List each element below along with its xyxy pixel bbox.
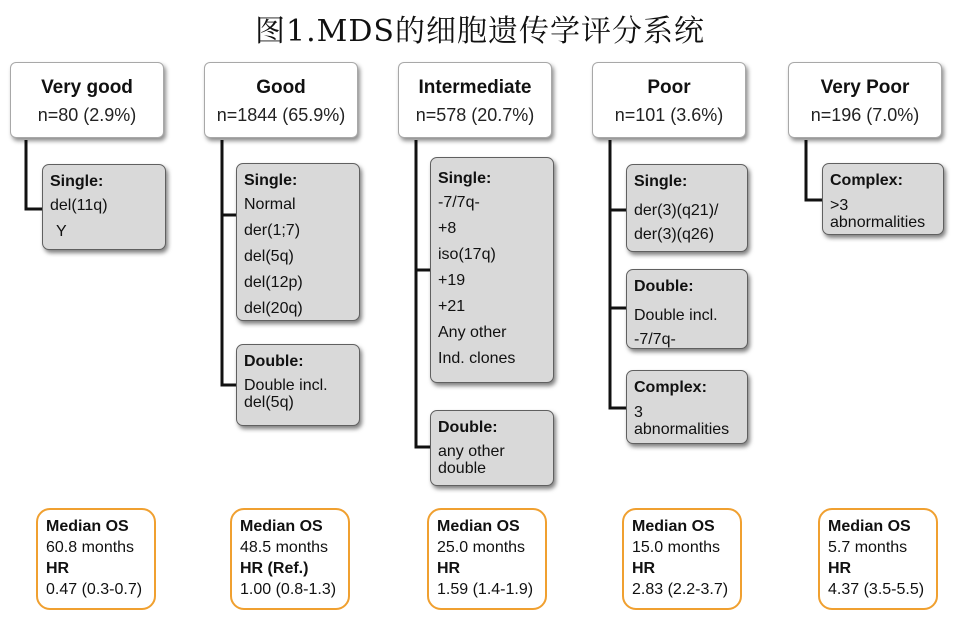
header-count: n=578 (20.7%) [415,105,535,125]
group-item: 3 [634,404,643,421]
group-box-intermediate-single [430,157,554,383]
group-box-intermediate-double [430,410,554,486]
connector-poor-double [610,210,626,308]
group-label: Single: [244,172,298,189]
group-item: der(1;7) [244,222,301,239]
group-item: >3 [830,197,849,214]
group-item: double [438,460,487,477]
group-box-good-double [236,344,360,426]
header-title: Intermediate [418,77,532,98]
group-item: Y [56,223,67,240]
group-label: Single: [634,173,688,190]
hr-value: 0.47 (0.3-0.7) [46,581,143,598]
header-box-intermediate [398,62,552,138]
hr-value: 4.37 (3.5-5.5) [828,581,925,598]
group-item: Any other [438,324,507,341]
median-os-label: Median OS [240,518,323,535]
connector-intermediate-double [416,270,430,447]
hr-value: 2.83 (2.2-3.7) [632,581,729,598]
group-box-good-single [236,163,360,321]
hr-value: 1.00 (0.8-1.3) [240,581,337,598]
group-item: +21 [438,298,466,315]
header-title: Poor [647,77,691,98]
connector-very-poor-complex [806,140,822,200]
os-box-very-good [36,508,156,610]
group-item: any other [438,443,505,460]
header-count: n=196 (7.0%) [810,105,920,125]
group-label: Double: [244,353,304,370]
group-label: Double: [634,278,694,295]
group-item: del(12p) [244,274,303,291]
header-count: n=80 (2.9%) [37,105,137,125]
connector-good-double [222,215,236,385]
group-box-poor-complex [626,370,748,444]
header-title: Very good [41,77,133,98]
median-os-label: Median OS [437,518,520,535]
header-title: Good [256,77,306,98]
group-label: Single: [438,170,492,187]
group-item: del(11q) [50,197,108,214]
hr-value: 1.59 (1.4-1.9) [437,581,534,598]
group-item: +8 [438,220,457,237]
connector-poor-single [610,140,626,210]
os-box-intermediate [427,508,547,610]
header-title: Very Poor [820,77,910,98]
median-os-label: Median OS [632,518,715,535]
group-item: del(20q) [244,300,303,317]
group-label: Complex: [634,379,707,396]
hr-label: HR [46,560,70,577]
group-box-very-good-single [42,164,166,250]
group-label: Single: [50,173,104,190]
header-box-very-poor [788,62,942,138]
median-os-value: 15.0 months [632,539,721,556]
group-box-poor-double [626,269,748,349]
group-item: Double incl. [634,307,718,324]
group-item: del(5q) [244,394,294,411]
connector-good-single [222,140,236,215]
group-box-very-poor-complex [822,163,944,235]
diagram-title: 图1.MDS的细胞遗传学评分系统 [255,14,705,49]
group-item: -7/7q- [438,194,480,211]
group-label: Double: [438,419,498,436]
os-box-poor [622,508,742,610]
group-item: +19 [438,272,466,289]
hr-label: HR (Ref.) [240,560,309,577]
group-label: Complex: [830,172,903,189]
os-box-good [230,508,350,610]
group-box-poor-single [626,164,748,252]
header-box-very-good [10,62,164,138]
median-os-label: Median OS [46,518,129,535]
connector-intermediate-single [416,140,430,270]
group-item: Ind. clones [438,350,516,367]
connector-poor-complex [610,308,626,408]
hr-label: HR [632,560,656,577]
group-item: abnormalities [830,214,926,231]
connector-very-good-single [26,140,42,209]
group-item: del(5q) [244,248,294,265]
median-os-value: 48.5 months [240,539,329,556]
group-item: Normal [244,196,296,213]
group-item: der(3)(q26) [634,226,715,243]
median-os-label: Median OS [828,518,911,535]
group-item: abnormalities [634,421,730,438]
hr-label: HR [437,560,461,577]
group-item: -7/7q- [634,331,676,348]
group-item: Double incl. [244,377,328,394]
os-box-very-poor [818,508,938,610]
median-os-value: 60.8 months [46,539,135,556]
header-count: n=1844 (65.9%) [216,105,346,125]
median-os-value: 5.7 months [828,539,908,556]
header-box-good [204,62,358,138]
median-os-value: 25.0 months [437,539,526,556]
header-count: n=101 (3.6%) [614,105,724,125]
group-item: der(3)(q21)/ [634,202,719,219]
group-item: iso(17q) [438,246,496,263]
hr-label: HR [828,560,852,577]
header-box-poor [592,62,746,138]
